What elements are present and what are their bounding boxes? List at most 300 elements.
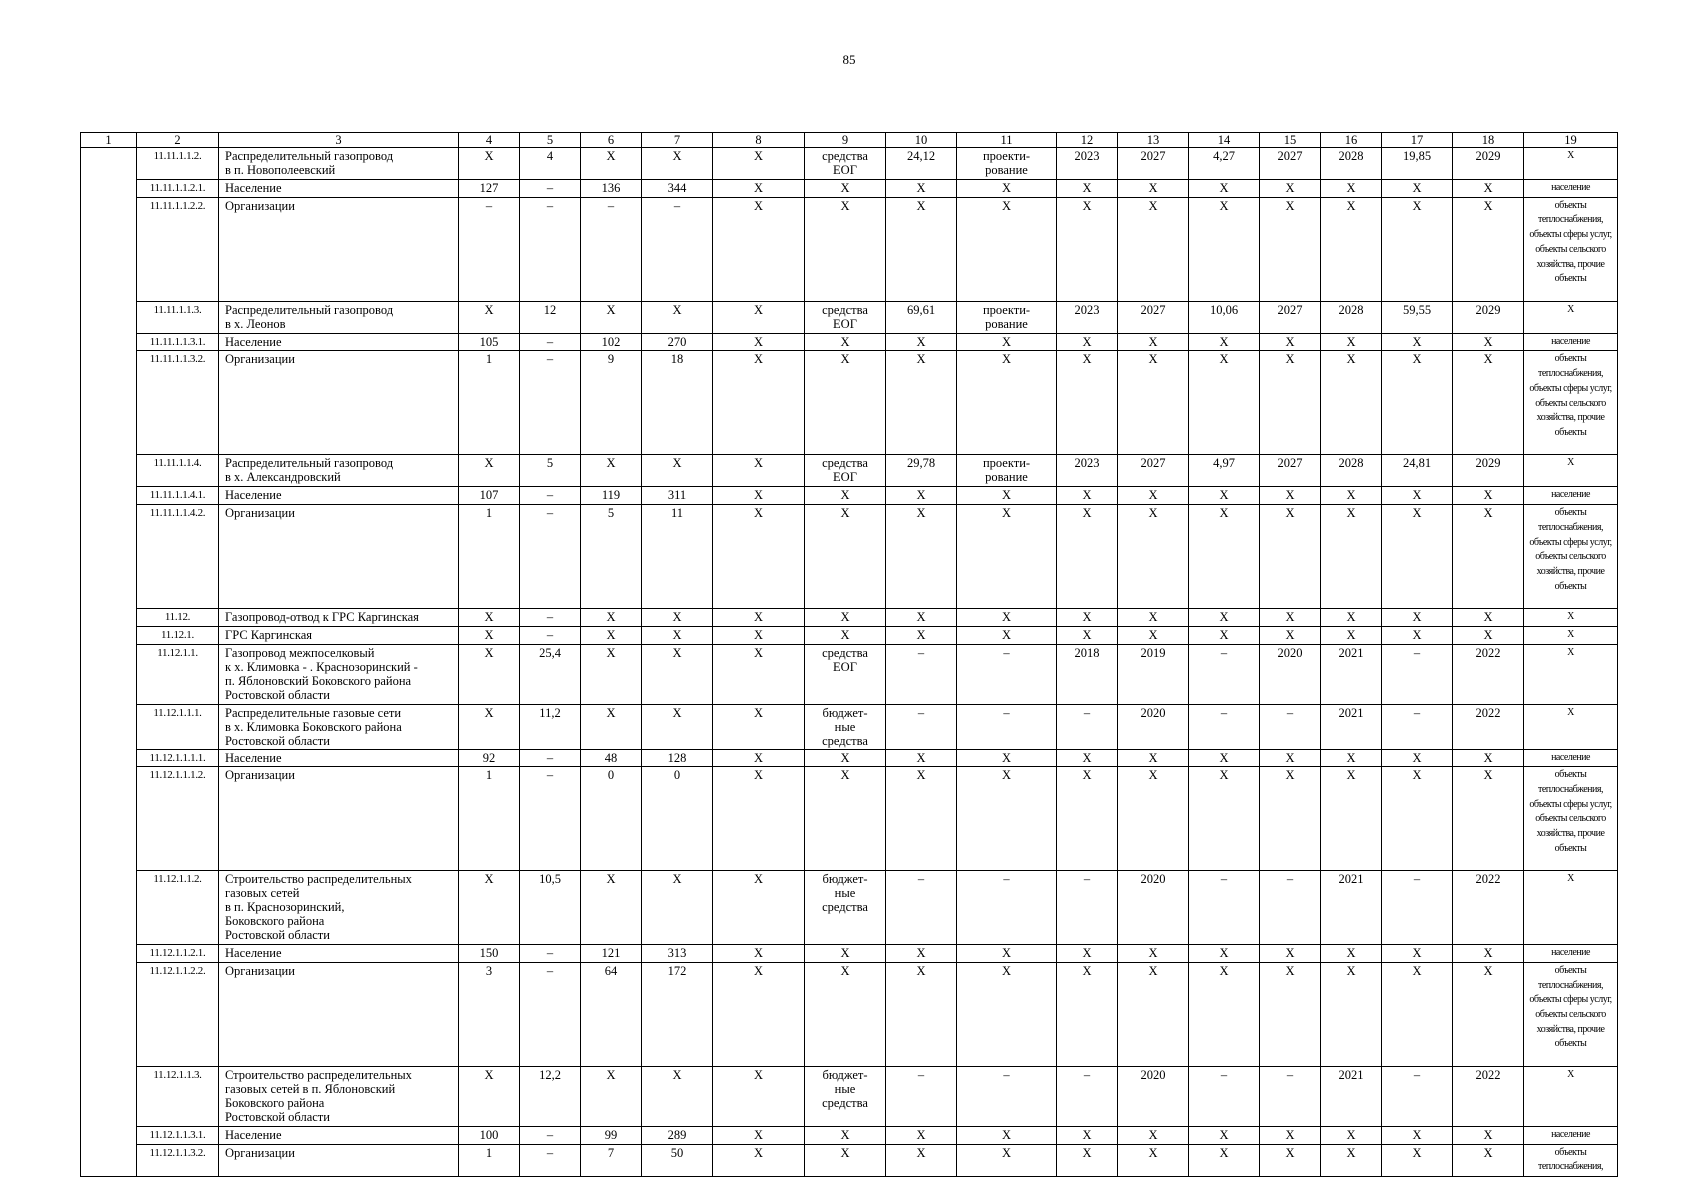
row-cell-col7: Х [642,626,713,644]
row-code: 11.11.1.1.2.1. [137,180,219,198]
row-object-name: Организации [219,505,459,609]
row-cell-col17: Х [1382,767,1453,871]
column-number-10: 10 [886,133,957,148]
row-code: 11.12.1. [137,626,219,644]
row-cell-col5: – [520,1126,581,1144]
row-cell-col17: Х [1382,962,1453,1066]
row-note: население [1524,487,1618,505]
row-cell-col9: средства ЕОГ [805,301,886,333]
row-cell-col10: Х [886,351,957,455]
row-cell-col4: 150 [459,945,520,963]
row-cell-col5: – [520,180,581,198]
row-cell-col6: Х [581,1066,642,1126]
column-number-19: 19 [1524,133,1618,148]
row-object-name: Население [219,487,459,505]
row-cell-col16: Х [1321,749,1382,767]
row-object-name: Население [219,333,459,351]
row-col1-cell [81,1066,137,1126]
row-code: 11.11.1.1.4. [137,455,219,487]
row-cell-col4: 100 [459,1126,520,1144]
row-cell-col10: Х [886,1144,957,1176]
row-cell-col4: Х [459,626,520,644]
row-cell-col6: 64 [581,962,642,1066]
row-cell-col6: Х [581,301,642,333]
row-cell-col4: Х [459,609,520,627]
row-cell-col15: Х [1260,505,1321,609]
row-object-name: ГРС Каргинская [219,626,459,644]
row-cell-col8: Х [713,871,805,945]
row-cell-col6: Х [581,609,642,627]
row-cell-col9: средства ЕОГ [805,644,886,704]
row-cell-col16: Х [1321,180,1382,198]
column-number-13: 13 [1118,133,1189,148]
row-cell-col9: Х [805,749,886,767]
row-code: 11.12.1.1.2. [137,871,219,945]
row-cell-col9: Х [805,351,886,455]
row-cell-col16: Х [1321,962,1382,1066]
row-cell-col11: – [957,1066,1057,1126]
row-cell-col14: Х [1189,351,1260,455]
row-cell-col15: Х [1260,1144,1321,1176]
row-cell-col7: – [642,197,713,301]
row-cell-col16: Х [1321,487,1382,505]
row-cell-col6: 99 [581,1126,642,1144]
row-cell-col16: 2021 [1321,1066,1382,1126]
row-note: объекты теплоснабжения, [1524,1144,1618,1176]
row-cell-col16: 2028 [1321,148,1382,180]
row-cell-col14: 10,06 [1189,301,1260,333]
row-cell-col5: – [520,626,581,644]
row-cell-col8: Х [713,704,805,749]
row-cell-col5: – [520,333,581,351]
row-cell-col17: – [1382,871,1453,945]
row-cell-col16: Х [1321,1126,1382,1144]
row-cell-col16: Х [1321,197,1382,301]
row-cell-col18: 2022 [1453,704,1524,749]
row-col1-cell [81,871,137,945]
row-cell-col12: Х [1057,626,1118,644]
row-cell-col9: средства ЕОГ [805,148,886,180]
row-cell-col15: – [1260,871,1321,945]
table-row [81,1126,1618,1144]
row-cell-col15: Х [1260,351,1321,455]
row-cell-col9: бюджет- ные средства [805,1066,886,1126]
row-cell-col18: Х [1453,487,1524,505]
row-cell-col11: Х [957,749,1057,767]
row-object-name: Население [219,1126,459,1144]
row-cell-col18: Х [1453,180,1524,198]
row-cell-col7: 18 [642,351,713,455]
row-cell-col11: – [957,704,1057,749]
row-cell-col15: – [1260,1066,1321,1126]
row-cell-col7: 128 [642,749,713,767]
row-cell-col4: – [459,197,520,301]
row-cell-col7: 311 [642,487,713,505]
gas-program-table [80,132,1618,1177]
row-cell-col5: – [520,487,581,505]
row-cell-col5: 25,4 [520,644,581,704]
row-cell-col12: Х [1057,945,1118,963]
row-cell-col5: – [520,505,581,609]
row-cell-col8: Х [713,1144,805,1176]
row-cell-col12: – [1057,704,1118,749]
row-note: население [1524,1126,1618,1144]
row-cell-col16: Х [1321,351,1382,455]
row-note: Х [1524,455,1618,487]
table-row [81,626,1618,644]
row-cell-col15: Х [1260,333,1321,351]
row-note: Х [1524,626,1618,644]
row-cell-col16: 2028 [1321,455,1382,487]
row-cell-col16: 2028 [1321,301,1382,333]
row-cell-col11: проекти- рование [957,301,1057,333]
row-cell-col13: Х [1118,1126,1189,1144]
row-cell-col7: Х [642,644,713,704]
row-col1-cell [81,148,137,180]
row-object-name: Организации [219,962,459,1066]
row-col1-cell [81,609,137,627]
row-cell-col7: 313 [642,945,713,963]
table-row [81,962,1618,1066]
row-cell-col12: 2023 [1057,148,1118,180]
row-cell-col11: Х [957,962,1057,1066]
row-cell-col12: Х [1057,487,1118,505]
column-number-8: 8 [713,133,805,148]
row-code: 11.12.1.1.3.1. [137,1126,219,1144]
row-cell-col13: Х [1118,749,1189,767]
row-col1-cell [81,301,137,333]
row-cell-col18: 2029 [1453,455,1524,487]
row-cell-col12: Х [1057,333,1118,351]
row-cell-col15: Х [1260,945,1321,963]
row-cell-col7: 172 [642,962,713,1066]
column-number-12: 12 [1057,133,1118,148]
row-cell-col11: – [957,644,1057,704]
row-cell-col4: Х [459,704,520,749]
row-col1-cell [81,1126,137,1144]
row-note: объекты теплоснабжения, объекты сферы услуг, объекты сельского хозяйства, прочие объекты [1524,767,1618,871]
row-col1-cell [81,333,137,351]
row-cell-col9: Х [805,1126,886,1144]
row-cell-col6: Х [581,704,642,749]
row-cell-col10: 69,61 [886,301,957,333]
row-cell-col10: Х [886,487,957,505]
row-cell-col11: проекти- рование [957,455,1057,487]
row-cell-col8: Х [713,487,805,505]
column-number-4: 4 [459,133,520,148]
row-cell-col11: Х [957,609,1057,627]
row-cell-col13: Х [1118,945,1189,963]
column-number-17: 17 [1382,133,1453,148]
row-cell-col12: Х [1057,351,1118,455]
row-note: население [1524,945,1618,963]
row-cell-col16: Х [1321,1144,1382,1176]
row-cell-col16: 2021 [1321,644,1382,704]
table-row [81,609,1618,627]
row-cell-col14: Х [1189,1126,1260,1144]
row-note: население [1524,749,1618,767]
row-cell-col13: 2020 [1118,1066,1189,1126]
row-object-name: Строительство распределительных газовых сетей в п. Яблоновский Боковского района Ростовской области [219,1066,459,1126]
row-code: 11.11.1.1.2. [137,148,219,180]
row-cell-col15: Х [1260,609,1321,627]
row-cell-col18: Х [1453,626,1524,644]
row-cell-col18: Х [1453,505,1524,609]
row-cell-col15: Х [1260,197,1321,301]
row-code: 11.12.1.1.2.2. [137,962,219,1066]
row-cell-col4: Х [459,455,520,487]
row-object-name: Газопровод межпоселковый к х. Климовка - . Краснозоринский - п. Яблоновский Боковского района Ростовской области [219,644,459,704]
row-cell-col17: Х [1382,749,1453,767]
row-cell-col7: Х [642,148,713,180]
row-cell-col13: Х [1118,626,1189,644]
row-cell-col13: Х [1118,609,1189,627]
column-number-row [81,133,1618,148]
row-cell-col11: – [957,871,1057,945]
row-cell-col11: Х [957,197,1057,301]
row-cell-col8: Х [713,505,805,609]
row-col1-cell [81,197,137,301]
row-cell-col5: 5 [520,455,581,487]
row-code: 11.11.1.1.3.1. [137,333,219,351]
row-cell-col10: Х [886,626,957,644]
column-number-6: 6 [581,133,642,148]
row-cell-col15: Х [1260,767,1321,871]
row-cell-col13: Х [1118,333,1189,351]
row-cell-col4: 92 [459,749,520,767]
row-cell-col18: 2029 [1453,148,1524,180]
row-cell-col10: Х [886,609,957,627]
row-cell-col9: Х [805,487,886,505]
table-row [81,945,1618,963]
row-cell-col4: 105 [459,333,520,351]
row-cell-col8: Х [713,148,805,180]
row-col1-cell [81,626,137,644]
row-cell-col4: Х [459,148,520,180]
row-cell-col4: Х [459,1066,520,1126]
row-cell-col17: – [1382,1066,1453,1126]
column-number-7: 7 [642,133,713,148]
row-cell-col5: – [520,749,581,767]
row-cell-col4: 1 [459,1144,520,1176]
row-cell-col6: Х [581,871,642,945]
row-cell-col5: 10,5 [520,871,581,945]
table-row [81,1066,1618,1126]
row-cell-col17: Х [1382,333,1453,351]
row-cell-col16: Х [1321,505,1382,609]
row-col1-cell [81,487,137,505]
column-number-1: 1 [81,133,137,148]
row-cell-col11: Х [957,767,1057,871]
row-cell-col14: – [1189,871,1260,945]
row-cell-col8: Х [713,626,805,644]
row-cell-col17: Х [1382,626,1453,644]
row-cell-col11: Х [957,333,1057,351]
row-cell-col14: Х [1189,767,1260,871]
row-cell-col14: Х [1189,333,1260,351]
row-cell-col13: Х [1118,197,1189,301]
row-col1-cell [81,351,137,455]
row-cell-col7: Х [642,871,713,945]
row-note: объекты теплоснабжения, объекты сферы услуг, объекты сельского хозяйства, прочие объекты [1524,962,1618,1066]
row-cell-col14: Х [1189,609,1260,627]
row-cell-col14: – [1189,1066,1260,1126]
row-cell-col17: Х [1382,197,1453,301]
row-cell-col5: 12,2 [520,1066,581,1126]
row-cell-col6: Х [581,455,642,487]
row-cell-col17: – [1382,644,1453,704]
row-object-name: Распределительный газопровод в х. Александровский [219,455,459,487]
row-cell-col12: Х [1057,505,1118,609]
row-cell-col10: Х [886,505,957,609]
row-cell-col4: 3 [459,962,520,1066]
column-number-3: 3 [219,133,459,148]
row-cell-col8: Х [713,609,805,627]
row-cell-col17: 19,85 [1382,148,1453,180]
row-cell-col8: Х [713,962,805,1066]
row-cell-col8: Х [713,1066,805,1126]
row-cell-col4: 1 [459,767,520,871]
row-cell-col13: 2020 [1118,704,1189,749]
row-cell-col10: Х [886,1126,957,1144]
table-row [81,704,1618,749]
row-cell-col14: Х [1189,962,1260,1066]
row-cell-col10: Х [886,767,957,871]
row-cell-col5: 11,2 [520,704,581,749]
row-cell-col8: Х [713,455,805,487]
row-cell-col6: 102 [581,333,642,351]
row-cell-col18: 2029 [1453,301,1524,333]
row-cell-col13: 2019 [1118,644,1189,704]
row-cell-col8: Х [713,1126,805,1144]
row-code: 11.11.1.1.3. [137,301,219,333]
row-note: Х [1524,148,1618,180]
row-cell-col12: Х [1057,180,1118,198]
row-cell-col10: – [886,871,957,945]
row-cell-col15: Х [1260,1126,1321,1144]
column-number-14: 14 [1189,133,1260,148]
row-object-name: Распределительный газопровод в х. Леонов [219,301,459,333]
row-cell-col7: Х [642,1066,713,1126]
row-cell-col6: 7 [581,1144,642,1176]
row-cell-col15: 2027 [1260,301,1321,333]
row-object-name: Распределительный газопровод в п. Новополеевский [219,148,459,180]
row-cell-col9: Х [805,505,886,609]
row-cell-col14: Х [1189,626,1260,644]
row-cell-col18: 2022 [1453,1066,1524,1126]
row-cell-col17: Х [1382,487,1453,505]
row-object-name: Строительство распределительных газовых сетей в п. Краснозоринский, Боковского района Ростовской области [219,871,459,945]
column-number-18: 18 [1453,133,1524,148]
row-cell-col10: Х [886,945,957,963]
column-number-16: 16 [1321,133,1382,148]
row-cell-col4: 107 [459,487,520,505]
table-row [81,644,1618,704]
row-cell-col6: – [581,197,642,301]
row-cell-col18: Х [1453,197,1524,301]
row-code: 11.12. [137,609,219,627]
row-cell-col4: 1 [459,505,520,609]
row-object-name: Население [219,945,459,963]
row-code: 11.11.1.1.3.2. [137,351,219,455]
row-cell-col12: 2018 [1057,644,1118,704]
row-cell-col14: – [1189,704,1260,749]
row-note: объекты теплоснабжения, объекты сферы услуг, объекты сельского хозяйства, прочие объекты [1524,351,1618,455]
row-cell-col15: Х [1260,749,1321,767]
row-cell-col18: Х [1453,333,1524,351]
table-row [81,487,1618,505]
row-cell-col17: Х [1382,1126,1453,1144]
row-cell-col6: 121 [581,945,642,963]
row-cell-col5: – [520,962,581,1066]
row-code: 11.11.1.1.4.2. [137,505,219,609]
row-col1-cell [81,767,137,871]
column-number-5: 5 [520,133,581,148]
row-code: 11.11.1.1.4.1. [137,487,219,505]
row-cell-col6: Х [581,148,642,180]
row-note: Х [1524,704,1618,749]
row-cell-col12: 2023 [1057,455,1118,487]
row-cell-col9: бюджет- ные средства [805,704,886,749]
row-cell-col16: 2021 [1321,704,1382,749]
column-number-15: 15 [1260,133,1321,148]
row-cell-col14: Х [1189,505,1260,609]
row-cell-col18: 2022 [1453,644,1524,704]
row-cell-col5: – [520,197,581,301]
row-note: население [1524,180,1618,198]
row-code: 11.12.1.1.2.1. [137,945,219,963]
row-cell-col18: Х [1453,1144,1524,1176]
row-cell-col4: Х [459,301,520,333]
row-col1-cell [81,962,137,1066]
row-cell-col13: 2027 [1118,455,1189,487]
row-cell-col17: Х [1382,180,1453,198]
row-cell-col10: Х [886,333,957,351]
row-cell-col9: Х [805,197,886,301]
row-cell-col4: 1 [459,351,520,455]
row-cell-col5: – [520,609,581,627]
row-cell-col9: Х [805,1144,886,1176]
row-cell-col8: Х [713,945,805,963]
row-code: 11.12.1.1. [137,644,219,704]
row-code: 11.12.1.1.1. [137,704,219,749]
row-cell-col11: Х [957,1126,1057,1144]
row-cell-col13: Х [1118,767,1189,871]
table-row [81,767,1618,871]
row-cell-col6: 119 [581,487,642,505]
row-cell-col13: Х [1118,962,1189,1066]
row-object-name: Организации [219,767,459,871]
row-cell-col15: – [1260,704,1321,749]
row-cell-col17: Х [1382,609,1453,627]
row-cell-col6: 48 [581,749,642,767]
row-cell-col14: Х [1189,487,1260,505]
row-cell-col16: Х [1321,945,1382,963]
row-cell-col10: – [886,644,957,704]
row-cell-col5: – [520,1144,581,1176]
row-cell-col9: Х [805,626,886,644]
column-number-11: 11 [957,133,1057,148]
row-cell-col10: – [886,1066,957,1126]
row-cell-col7: Х [642,704,713,749]
row-col1-cell [81,704,137,749]
row-cell-col13: 2027 [1118,148,1189,180]
row-cell-col7: Х [642,609,713,627]
row-cell-col14: Х [1189,945,1260,963]
row-col1-cell [81,945,137,963]
row-cell-col7: 289 [642,1126,713,1144]
row-cell-col11: Х [957,1144,1057,1176]
